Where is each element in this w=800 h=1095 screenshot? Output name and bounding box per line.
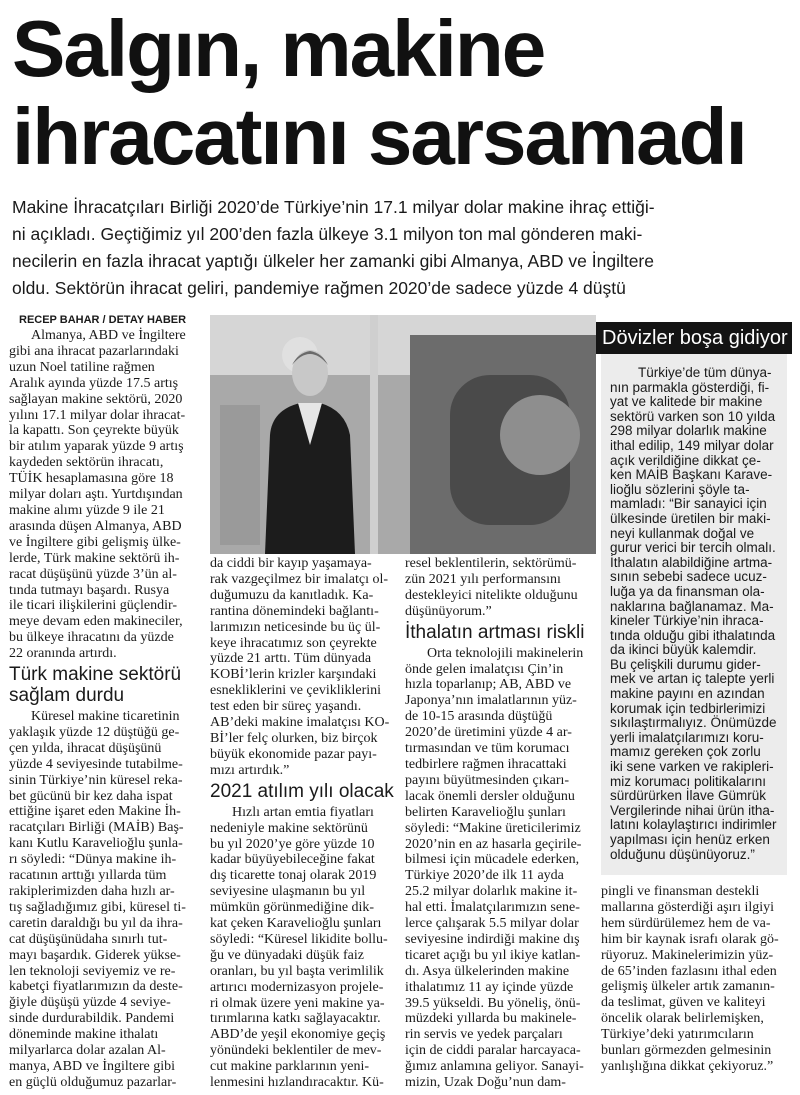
text-line: AB’deki makine imalatçısı KO- — [210, 715, 390, 731]
paragraph — [210, 805, 402, 1091]
sidebar-text-line: sürdürürken İlave Gümrük — [610, 788, 767, 804]
text-line: rin servis ve yedek parçaları — [405, 1027, 563, 1043]
sidebar-text-line: mamız gereken çok zorlu — [610, 744, 761, 760]
text-line: racatının arttığı yıllarda tüm — [9, 868, 167, 884]
article-column-3 — [405, 556, 597, 1091]
byline: RECEP BAHAR / DETAY HABER — [19, 314, 187, 326]
headline-line-2: ihracatını sarsamadı — [12, 92, 746, 181]
text-line: oranları, bu yıl başta verimlilik — [210, 963, 384, 979]
text-line: belirten Karavelioğlu şunları — [405, 804, 566, 820]
text-line: duğumuzu da kanıtladık. Ka- — [210, 587, 374, 603]
text-line: söyledi: “Makine üreticilerimiz — [405, 820, 581, 836]
sidebar-text-line: İthalatın alabildiğine artma- — [610, 554, 773, 570]
text-line: seviyesine ulaşmanın bu yıl — [210, 884, 366, 900]
text-line: kanı Kutlu Karavelioğlu şunla- — [9, 836, 183, 852]
text-line: çen yılda, ihracat düşüşünü — [9, 740, 162, 756]
sidebar-text-line: sıkılaştırmalıyız. Önümüzde — [610, 715, 777, 731]
photo-illustration — [210, 315, 596, 554]
text-line: dı. Asya ülkelerinden makine — [405, 963, 570, 979]
text-line: ri olmak üzere yeni makine ya- — [210, 995, 385, 1011]
text-line: racat düşüşünü yüzde 3’ün al- — [9, 566, 177, 582]
text-line: 2020’de üretimini yüzde 4 ar- — [405, 725, 572, 741]
text-line: la kapattı. Son çeyrekte büyük — [9, 423, 179, 439]
text-line: pingli ve finansman destekli — [601, 884, 760, 899]
sidebar-text-line: neyi kullanmak doğal ve — [610, 525, 755, 541]
text-line: zün 2021 yılı performansını — [405, 571, 561, 587]
sidebar-text-line: yapılması için henüz erken — [610, 832, 770, 847]
sidebar-text-line: ülkesinde üretilen bir maki- — [610, 510, 771, 526]
text-line: ile ticari ilişkilerini güçlendir- — [9, 598, 178, 614]
text-line: destekleyici nitelikte olduğunu — [405, 587, 578, 603]
text-line: racatçıları Birliği (MAİB) Baş- — [9, 820, 184, 836]
text-line: rüyoruz. Makinelerimizin yüz- — [601, 947, 774, 963]
text-line: yaklaşık yüzde 12 düştüğü ge- — [9, 724, 180, 740]
text-line: Orta teknolojili makinelerin — [427, 645, 584, 661]
text-line: bilmesi için mücadele ederken, — [405, 852, 580, 868]
text-line: gelişmiş ülkeler artık zamanın- — [601, 979, 775, 995]
text-line: da teslimat, güven ve kaliteyi — [601, 995, 766, 1011]
text-line: Türkiye’deki yatırımcıların — [601, 1027, 754, 1043]
text-line: uzun Noel tatiline rağmen — [9, 359, 155, 375]
article-column-1 — [9, 312, 205, 1091]
text-line: Türkiye 2020’de ilk 11 ayda — [405, 868, 564, 884]
sidebar-text-line: latını kolaylaştırıcı indirimler — [610, 817, 777, 833]
text-line: sinde durdurabildik. Pandemi — [9, 1011, 175, 1027]
text-line: makine alımı yüzde 9 ile 21 — [9, 502, 165, 518]
text-line: sağlayan makine sektörü, 2020 — [9, 391, 183, 407]
text-line: Bİ’ler felç olurken, biz birçok — [210, 730, 378, 746]
text-line: 39.5 yükseldi. Bu yöneliş, önü- — [405, 995, 581, 1011]
text-line: mayı başardık. Giderek yükse- — [9, 947, 181, 963]
text-line: milyarlarca dolar azalan Al- — [9, 1043, 166, 1059]
text-line: KOBİ’lerin krizler karşındaki — [210, 667, 377, 683]
text-line: rantina dönemindeki bağlantı- — [210, 603, 379, 619]
sidebar-text-line: ken MAİB Başkanı Karave- — [610, 467, 773, 483]
text-line: caretin daraldığı bu yıl da ihra- — [9, 915, 183, 931]
text-line: ğımız anlamına geliyor. Sanayi- — [405, 1059, 584, 1075]
text-line: önde gelen imalatçısı Çin’in — [405, 661, 564, 677]
lead-line: necilerin en fazla ihracat yaptığı ülkeler her zamanki gibi Almanya, ABD ve İngiltere — [12, 251, 654, 271]
text-line: ğiyle düşüşü yüzde 4 seviye- — [9, 995, 171, 1011]
text-line: müzdeki yıllarda bu makinele- — [405, 1011, 577, 1027]
subheading — [210, 781, 402, 802]
sidebar-title-text: Dövizler boşa gidiyor — [602, 327, 788, 349]
sidebar-text-line: lioğlu sözlerini şöyle ta- — [610, 481, 750, 497]
text-line: nedeniyle makine sektörünü — [210, 820, 368, 836]
sidebar-text-line: mek ve artan iç talepte yerli — [610, 671, 775, 687]
text-line: cut makine parklarının yeni- — [210, 1059, 369, 1075]
text-line: ithalatımız 11 ay içinde yüzde — [405, 979, 574, 995]
text-line: tış sağladığımız gibi, küresel ti- — [9, 899, 186, 915]
text-line: tırımlarına katkı sağlayacaktır. — [210, 1011, 381, 1027]
lead-line: Makine İhracatçıları Birliği 2020’de Türkiye’nin 17.1 milyar dolar makine ihraç ettiği- — [12, 197, 655, 217]
text-line: 2020’nin en az hasarla geçirile- — [405, 836, 582, 852]
subheading-line: 2021 atılım yılı olacak — [210, 780, 394, 802]
sidebar-text-line: Vergilerinde nihai ürün itha- — [610, 802, 775, 818]
text-line: Almanya, ABD ve İngiltere — [31, 328, 186, 343]
sidebar-title — [596, 322, 792, 354]
sidebar-text-line: sının sebebi sadece ucuz- — [610, 569, 767, 585]
text-line: larımızın neticesinde bu üç ül- — [210, 619, 381, 635]
text-line: ve İngiltere gibi gelişmiş ülke- — [9, 534, 181, 550]
text-line: döneminde makine ithalatı — [9, 1027, 159, 1043]
sidebar-text-line: tında olduğu gibi ithalatında — [610, 627, 776, 643]
text-line: hızla toparlanıp; AB, ABD ve — [405, 677, 572, 693]
sidebar-text-line: Türkiye’de tüm dünya- — [638, 365, 772, 380]
sidebar-text-line: iki sene varken ve rakipleri- — [610, 759, 774, 775]
text-line: söyledi: “Küresel likidite bollu- — [210, 931, 388, 947]
text-line: rı söyledi: “Dünya makine ih- — [9, 852, 177, 868]
text-line: meye devam eden makineciler, — [9, 614, 183, 630]
text-line: da ciddi bir kayıp yaşamaya- — [210, 556, 372, 571]
headline-line-1: Salgın, makine — [12, 4, 545, 93]
sidebar-text-line: nın parmakla gösterdiği, fi- — [610, 379, 770, 395]
text-line: büyük ekonomide pazar payı- — [210, 746, 377, 762]
article-column-2 — [210, 556, 402, 1091]
text-line: de 10-15 arasında düştüğü — [405, 709, 553, 725]
text-line: ğu ve dünyadaki düşük faiz — [210, 947, 364, 963]
text-line: rakiplerimizden daha hızlı ar- — [9, 884, 175, 899]
paragraph — [405, 646, 597, 1091]
sidebar-text-line: olduğunu düşünüyoruz.” — [610, 846, 755, 862]
text-line: 25.2 milyar dolarlık makine it- — [405, 884, 578, 900]
text-line: bu ülkeye ihracatını da yüzde — [9, 630, 174, 646]
text-line: düşünüyorum.” — [405, 603, 492, 619]
text-line: 22 oranında artırdı. — [9, 646, 117, 662]
sidebar-text-line: naklarına bağlanamaz. Ma- — [610, 598, 774, 614]
sidebar-text-line: 298 milyar dolarlık makine — [610, 423, 767, 439]
text-line: lerce çalışarak 5.5 milyar dolar — [405, 916, 579, 932]
text-line: Japonya’nın imalatlarının yüz- — [405, 693, 577, 709]
article-photo — [210, 315, 596, 554]
subheading-line: Türk makine sektörü — [9, 664, 182, 686]
sidebar-text-line: sektörü varken son 10 yılda — [610, 408, 776, 424]
sidebar-text-line: ithal edilip, 149 milyar dolar — [610, 437, 774, 453]
article-column-4 — [601, 884, 796, 1075]
text-line: test eden bir süreç yaşandı. — [210, 699, 362, 715]
text-line: artırıcı modernizasyon projele- — [210, 979, 384, 995]
text-line: payını büyütmesinden çıkarı- — [405, 772, 570, 788]
subheading-line: sağlam durdu — [9, 685, 125, 707]
text-line: lacak önemli dersler olduğunu — [405, 788, 575, 804]
text-line: keye ihracatımız son çeyrekte — [210, 635, 377, 651]
paragraph — [210, 556, 402, 779]
sidebar-text-line: gurur verici bir tercih olmalı. — [610, 540, 776, 556]
paragraph — [9, 328, 205, 662]
text-line: hem sürdürülemez hem de va- — [601, 915, 771, 931]
text-line: mallarına gösterdiği aşırı ilgiyi — [601, 899, 775, 915]
text-line: yanlışlığına dikkat çekiyoruz.” — [601, 1058, 774, 1074]
text-line: tında tutmayı başardı. Rusya — [9, 582, 170, 598]
text-line: Aralık ayında yüzde 17.5 artış — [9, 375, 179, 391]
text-line: arasında düşen Almanya, ABD — [9, 518, 182, 534]
paragraph — [9, 709, 205, 1091]
text-line: tırmasından ve tüm korumacı — [405, 741, 570, 757]
text-line: bet gücünü bir kez daha ispat — [9, 788, 173, 804]
text-line: yılını 17.1 milyar dolar ihracat- — [9, 407, 186, 423]
text-line: TÜİK hesaplamasına göre 18 — [9, 471, 174, 487]
sidebar-text-line: Bu çelişkili durumu gider- — [610, 656, 761, 672]
text-line: bir atılım yaparak yüzde 9 artış — [9, 439, 184, 455]
sidebar-text-line: yat ve kalitede bir makine — [610, 394, 763, 410]
sidebar-text-line: makine payını en azından — [610, 686, 765, 702]
paragraph — [601, 884, 796, 1075]
text-line: mizin, Uzak Doğu’nun dam- — [405, 1075, 566, 1091]
sidebar-text-line: açık verildiğine dikkat çe- — [610, 452, 761, 468]
text-line: mızı artırdık.” — [210, 762, 290, 778]
text-line: rak vazgeçilmez bir imalatçı ol- — [210, 571, 389, 587]
subheading — [9, 664, 205, 706]
text-line: bunları görmezden gelmesinin — [601, 1043, 772, 1059]
text-line: ABD’de yeşil ekonomiye geçiş — [210, 1027, 386, 1043]
text-line: lenmesini hızlandıracaktır. Kü- — [210, 1075, 384, 1091]
text-line: dış ticarette tonaj olarak 2019 — [210, 868, 377, 884]
text-line: Hızlı artan emtia fiyatları — [232, 804, 374, 820]
text-line: esnekliklerini ve çevikliklerini — [210, 683, 382, 699]
text-line: için de ciddi paralar harcayaca- — [405, 1043, 581, 1059]
sidebar-text — [610, 366, 785, 862]
text-line: him bir kaynak israfı olarak gö- — [601, 931, 779, 947]
sidebar-text-line: mamladı: “Bir sanayici için — [610, 496, 767, 512]
sidebar-text-line: luğa ya da finansman ola- — [610, 583, 765, 599]
lead-line: oldu. Sektörün ihracat geliri, pandemiye rağmen 2020’de sadece yüzde 4 düştü — [12, 278, 626, 298]
text-line: Küresel makine ticaretinin — [31, 709, 180, 725]
text-line: kabetçi fiyatlarımızın da deste- — [9, 979, 183, 995]
text-line: resel beklentilerin, sektörümü- — [405, 556, 577, 571]
lead-paragraph — [12, 194, 792, 302]
text-line: sinin Türkiye’nin küresel reka- — [9, 772, 183, 788]
text-line: mümkün görünmediğine dik- — [210, 900, 375, 916]
sidebar-text-line: korumak için tedbirlerimizi — [610, 700, 766, 716]
text-line: bu yıl 2020’ye göre yüzde 10 — [210, 836, 375, 852]
text-line: cat düşüşünüdaha sınırlı tut- — [9, 931, 168, 947]
text-line: yüzde 21 arttı. Tüm dünyada — [210, 651, 372, 667]
text-line: ettiğine işaret eden Makine İh- — [9, 804, 181, 820]
subheading-line: İthalatın artması riskli — [405, 621, 585, 643]
text-line: manya, ABD ve İngiltere gibi — [9, 1058, 176, 1074]
subheading — [405, 622, 597, 643]
text-line: yüzde 4 seviyesinde tutabilme- — [9, 756, 183, 772]
text-line: öncelik olarak belirlemişken, — [601, 1011, 764, 1027]
text-line: seviyesine indirdiği makine dış — [405, 931, 580, 947]
sidebar-text-line: kineler Türkiye’nin ihraca- — [610, 613, 764, 629]
text-line: kaydeden sektörün ihracatı, — [9, 455, 164, 471]
text-line: hal etti. İmalatçılarımızın sene- — [405, 900, 580, 916]
paragraph — [405, 556, 597, 620]
sidebar-text-line: da ikinci büyük kalemdir. — [610, 642, 757, 658]
text-line: en güçlü olduğumuz pazarlar- — [9, 1074, 177, 1090]
sidebar-text-line: miz korumacı politikalarını — [610, 773, 767, 789]
lead-line: ni açıkladı. Geçtiğimiz yıl 200’den fazla ülkeye 3.1 milyon ton mal gönderen maki- — [12, 224, 643, 244]
text-line: ticaret açığı bu yıl ikiye katlan- — [405, 947, 581, 963]
text-line: tedbirlere rağmen ihracattaki — [405, 756, 567, 772]
text-line: de 65’inden fazlasını ithal eden — [601, 963, 777, 979]
text-line: lerde, Türk makine sektörü ih- — [9, 550, 180, 566]
text-line: milyar doları aştı. Yurtdışından — [9, 487, 183, 503]
text-line: gibi ana ihracat pazarlarındaki — [9, 343, 179, 359]
text-line: kat çeken Karavelioğlu şunları — [210, 916, 382, 932]
text-line: len teknoloji seviyemiz ve re- — [9, 963, 176, 979]
text-line: yönündeki beklentiler de mev- — [210, 1043, 382, 1059]
text-line: kadar büyüyebileceğine fakat — [210, 852, 375, 868]
sidebar-text-line: yerli imalatçılarımızı koru- — [610, 729, 764, 745]
